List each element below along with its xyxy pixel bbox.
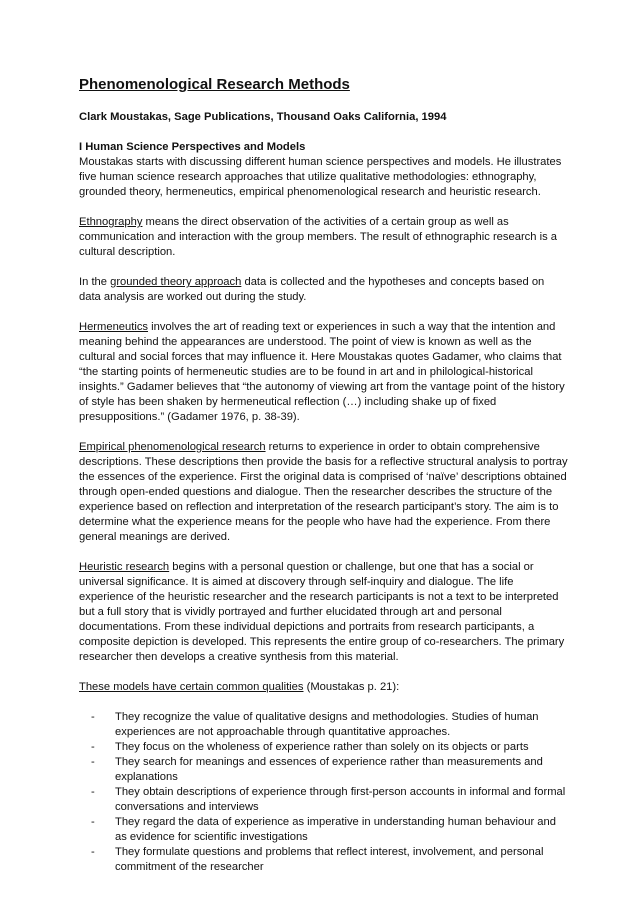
list-bullet: - xyxy=(91,711,95,723)
ethnography-text: means the direct observation of the activities of a certain group as well as communication and interaction with the group members. The result of ethnographic research is a cultural description. xyxy=(79,216,557,258)
list-item-text: They search for meanings and essences of experience rather than measurements and explanations xyxy=(115,756,543,783)
qualities-term: These models have certain common qualities xyxy=(79,681,304,693)
list-item xyxy=(79,845,569,875)
list-item xyxy=(79,755,569,785)
empirical-paragraph xyxy=(79,440,569,545)
list-item xyxy=(79,785,569,815)
ethnography-paragraph xyxy=(79,215,569,260)
hermeneutics-text: involves the art of reading text or experiences in such a way that the intention and meaning behind the appearances are understood. The point of view is known as well as the cultural and social forces that may influence it. Here Moustakas quotes Gadamer, who claims that “the starting points of hermeneutic studies are to be found in art and in philological-historical insights.” Gadamer believes that “the autonomy of viewing art from the vantage point of the history of style has been shaken by hermeneutical reflection (…) including shake up of fixed presuppositions.” (Gadamer 1976, p. 38-39). xyxy=(79,321,565,423)
hermeneutics-paragraph xyxy=(79,320,569,425)
list-item-text: They recognize the value of qualitative designs and methodologies. Studies of human experiences are not approachable through quantitative approaches. xyxy=(115,711,539,738)
list-item-text: They regard the data of experience as imperative in understanding human behaviour and as evidence for scientific investigations xyxy=(115,816,556,843)
heuristic-paragraph xyxy=(79,560,569,665)
document-title: Phenomenological Research Methods xyxy=(79,76,350,93)
list-item xyxy=(79,815,569,845)
list-item xyxy=(79,710,569,740)
heuristic-term: Heuristic research xyxy=(79,561,170,573)
ethnography-term: Ethnography xyxy=(79,216,143,228)
list-bullet: - xyxy=(91,786,95,798)
qualities-intro xyxy=(79,680,569,695)
book-citation: Clark Moustakas, Sage Publications, Thousand Oaks California, 1994 xyxy=(79,111,447,123)
grounded-theory-term: grounded theory approach xyxy=(110,276,242,288)
list-item-text: They formulate questions and problems that reflect interest, involvement, and personal commitment of the researcher xyxy=(115,846,544,873)
empirical-text: returns to experience in order to obtain comprehensive descriptions. These descriptions then provide the basis for a reflective structural analysis to portray the essences of the experience. First the original data is comprised of ‘naïve’ descriptions obtained through open-ended questions and dialogue. Then the researcher describes the structure of the experience based on reflection and interpretation of the research participant’s story. The aim is to determine what the experience means for the people who have had the experience. From there general meanings are derived. xyxy=(79,441,568,543)
list-bullet: - xyxy=(91,846,95,858)
list-bullet: - xyxy=(91,756,95,768)
intro-paragraph: Moustakas starts with discussing different human science perspectives and models. He illustrates five human science research approaches that utilize qualitative methodologies: ethnography, grounded theory, hermeneutics, empirical phenomenological research and heuristic research. xyxy=(79,156,562,198)
list-bullet: - xyxy=(91,741,95,753)
list-item-text: They obtain descriptions of experience through first-person accounts in informal and formal conversations and interviews xyxy=(115,786,566,813)
qualities-text: (Moustakas p. 21): xyxy=(303,681,400,693)
grounded-theory-prefix: In the xyxy=(79,276,111,288)
qualities-list xyxy=(79,710,569,875)
empirical-term: Empirical phenomenological research xyxy=(79,441,266,453)
list-item xyxy=(79,740,569,755)
section-heading: I Human Science Perspectives and Models xyxy=(79,141,306,153)
list-item-text: They focus on the wholeness of experience rather than solely on its objects or parts xyxy=(115,741,529,753)
hermeneutics-term: Hermeneutics xyxy=(79,321,149,333)
grounded-theory-paragraph xyxy=(79,275,569,305)
heuristic-text: begins with a personal question or challenge, but one that has a social or universal significance. It is aimed at discovery through self-inquiry and dialogue. The life experience of the heuristic researcher and the research participants is not a text to be interpreted but a full story that is vividly portrayed and further elucidated through art and personal documentations. From these individual depictions and portraits from research participants, a composite depiction is developed. This represents the entire group of co-researchers. The primary researcher then develops a creative synthesis from this material. xyxy=(79,561,565,663)
document-page xyxy=(79,76,569,875)
grounded-theory-text: data is collected and the hypotheses and concepts based on data analysis are worked out during the study. xyxy=(79,276,545,303)
list-bullet: - xyxy=(91,816,95,828)
